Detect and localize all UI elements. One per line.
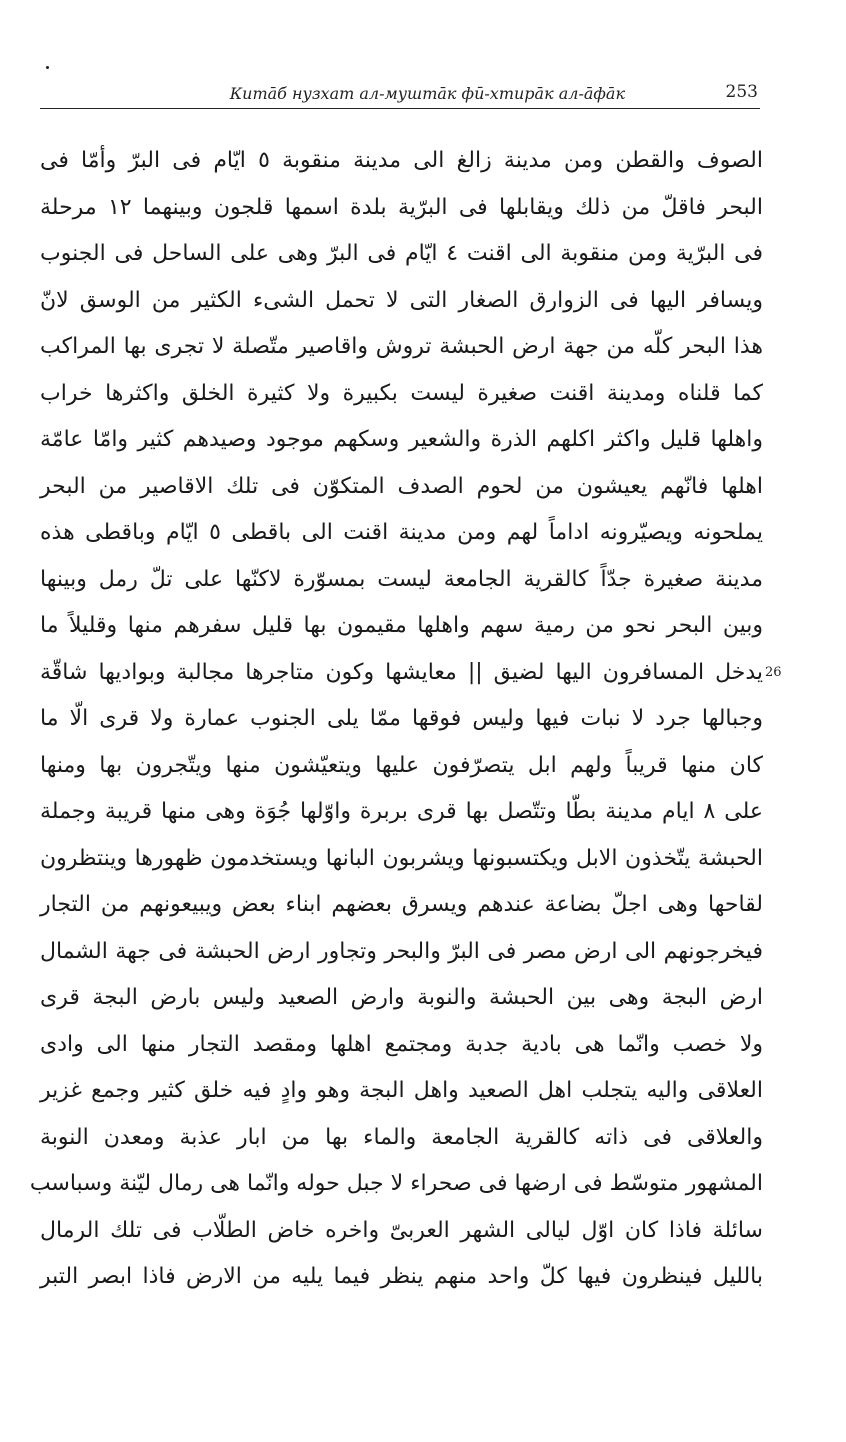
text-line: يملحونه ويصيّرونه اداماً لهم ومن مدينة اقنت الى باقطى ٥ ايّام وباقطى هذه	[40, 520, 763, 545]
arabic-text-body	[29, 138, 782, 1301]
page-number: 253	[725, 82, 758, 102]
text-line: ويسافر اليها فى الزوارق الصغار التى لا تحمل الشىء الكثير من الوسق لانّ	[40, 287, 763, 313]
text-line: فيخرجونهم الى ارض مصر فى البرّ والبحر وتجاور ارض الحبشة فى جهة الشمال	[40, 938, 763, 964]
text-line: كما قلناه ومدينة اقنت صغيرة ليست بكبيرة ولا كثيرة الخلق واكثرها خراب	[40, 380, 763, 406]
text-line: مدينة صغيرة جدّاً كالقرية الجامعة ليست بمسوّرة لاكنّها على تلّ رمل وبينها	[40, 566, 763, 592]
text-line: كان منها قريباً ولهم ابل يتصرّفون عليها ويتعيّشون منها ويتّجرون بها ومنها	[40, 752, 763, 778]
text-line: الصوف والقطن ومن مدينة زالغ الى مدينة منقوبة ٥ ايّام فى البرّ وأمّا فى	[40, 148, 763, 173]
text-line: والعلاقى فى ذاته كالقرية الجامعة والماء بها من ابار عذبة ومعدن النوبة	[40, 1124, 763, 1150]
text-line: العلاقى واليه يتجلب اهل الصعيد واهل البجة وهو وادٍ فيه خلق كثير وجمع غزير	[40, 1078, 763, 1103]
text-line: يدخل المسافرون اليها لضيق || معايشها وكون متاجرها مجالبة وبواديها شاقّة 26	[40, 650, 763, 697]
text-line: هذا البحر كلّه من جهة ارض الحبشة تروش واقاصير متّصلة لا تجرى بها المراكب	[40, 334, 763, 359]
text-line: سائلة فاذا كان اوّل ليالى الشهر العربىّ واخره خاض الطلّاب فى تلك الرمال	[40, 1217, 763, 1243]
text-line: وجبالها جرد لا نبات فيها وليس فوقها ممّا يلى الجنوب عمارة ولا قرى الّا ما	[40, 706, 763, 731]
text-line: بالليل فينظرون فيها كلّ واحد منهم ينظر فيما يليه من الارض فاذا ابصر التبر	[40, 1264, 763, 1289]
stray-mark	[46, 66, 49, 69]
text-line: ارض البجة وهى بين الحبشة والنوبة وارض الصعيد وليس بارض البجة قرى	[40, 985, 763, 1010]
page-header	[40, 78, 760, 109]
text-line: وبين البحر نحو من رمية سهم واهلها مقيمون بها قليل سفرهم منها وقليلاً ما	[40, 613, 763, 638]
text-line: ولا خصب وانّما هى بادية جدبة ومجتمع اهلها ومقصد التجار منها الى وادى	[40, 1031, 763, 1057]
text-line: واهلها قليل واكثر اكلهم الذرة والشعير وسكهم موجود وصيدهم كثير وامّا عامّة	[40, 427, 763, 452]
margin-line-number: 26	[765, 664, 782, 680]
text-line: على ٨ ايام مدينة بطّا وتتّصل بها قرى بربرة واوّلها جُوَة وهى منها قريبة وجملة	[40, 799, 763, 824]
text-line: الحبشة يتّخذون الابل ويكتسبونها ويشربون البانها ويستخدمون ظهورها وينتظرون	[40, 845, 763, 871]
text-line: المشهور متوسّط فى ارضها فى صحراء لا جبل حوله وانّما هى رمال ليّنة وسباسب	[29, 1171, 763, 1196]
text-line: فى البرّية ومن منقوبة الى اقنت ٤ ايّام فى البرّ وهى على الساحل فى الجنوب	[40, 241, 763, 266]
text-line: اهلها فانّهم يعيشون من لحوم الصدف المتكوّن فى تلك الاقاصير من البحر	[40, 473, 763, 499]
text-line: البحر فاقلّ من ذلك ويقابلها فى البرّية بلدة اسمها قلجون وبينهما ١٢ مرحلة	[40, 194, 763, 220]
running-title: Китāб нузхат ал-муштāк фӣ-хтирāк ал-āфāк	[229, 84, 625, 103]
text-line: لقاحها وهى اجلّ بضاعة عندهم ويسرق بعضهم ابناء بعض ويبيعونهم من التجار	[40, 892, 763, 917]
